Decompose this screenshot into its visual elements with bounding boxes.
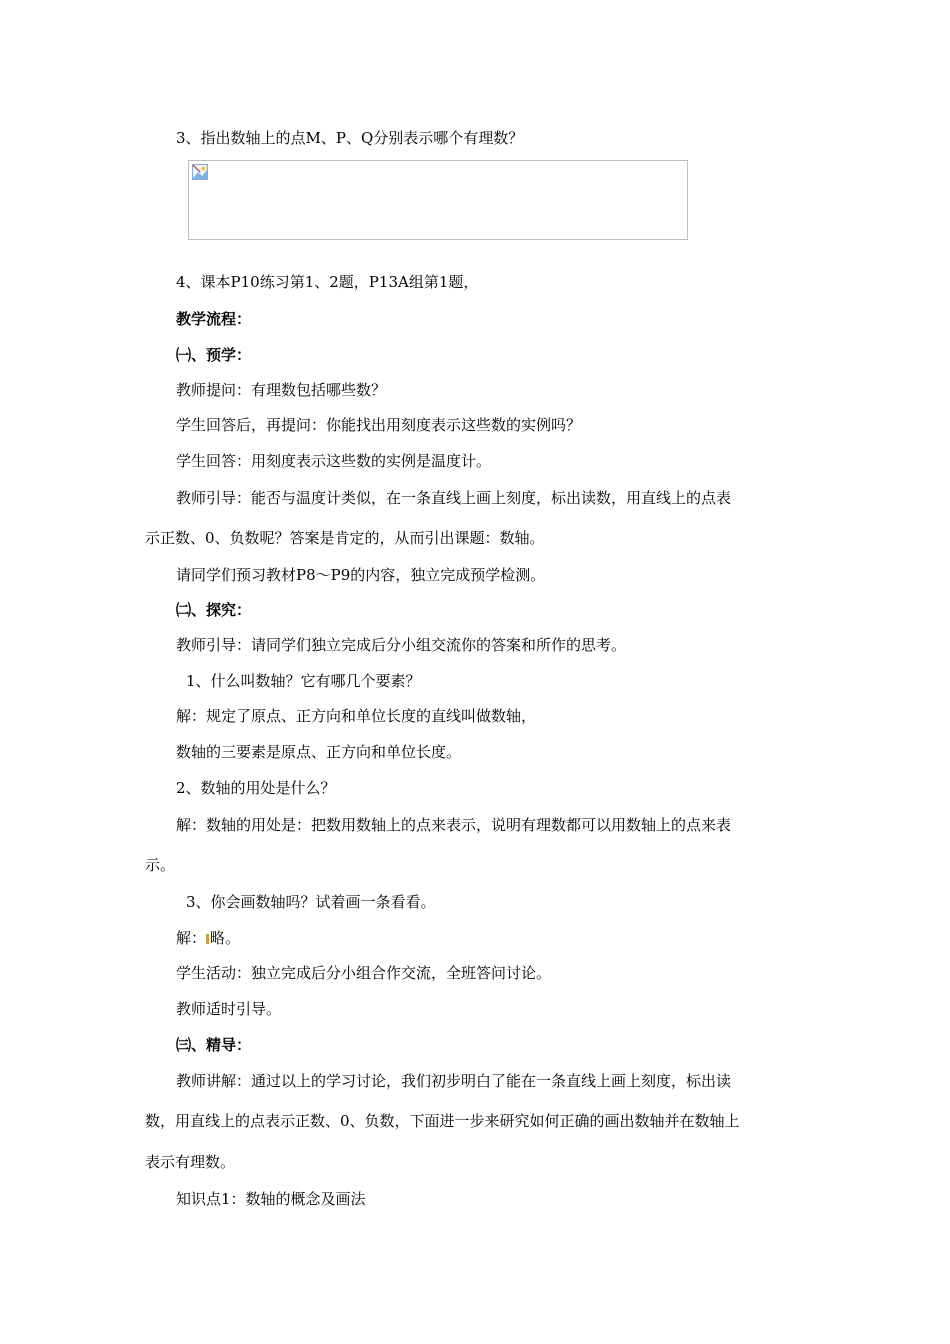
answer: 解：数轴的用处是：把数用数轴上的点来表示，说明有理数都可以用数轴上的点来表 bbox=[176, 816, 732, 834]
paragraph: 教师适时引导。 bbox=[176, 1000, 282, 1018]
broken-image-icon bbox=[192, 164, 208, 180]
paragraph: 示正数、0、负数呢？答案是肯定的，从而引出课题：数轴。 bbox=[145, 529, 545, 547]
question: 3、你会画数轴吗？试着画一条看看。 bbox=[186, 893, 436, 911]
paragraph: 学生回答：用刻度表示这些数的实例是温度计。 bbox=[176, 452, 492, 470]
question: 2、数轴的用处是什么？ bbox=[176, 779, 336, 797]
answer-text: 略。 bbox=[210, 929, 241, 947]
answer-label: 解： bbox=[176, 929, 207, 947]
question: 1、什么叫数轴？它有哪几个要素？ bbox=[186, 672, 421, 690]
paragraph: 表示有理数。 bbox=[145, 1153, 236, 1171]
small-image-mark bbox=[206, 934, 209, 944]
section-heading-preview: ㈠、预学： bbox=[176, 346, 252, 364]
paragraph: 教师引导：请同学们独立完成后分小组交流你的答案和所作的思考。 bbox=[176, 636, 627, 654]
paragraph: 请同学们预习教材P8～P9的内容，独立完成预学检测。 bbox=[176, 566, 546, 584]
paragraph: 数，用直线上的点表示正数、0、负数，下面进一步来研究如何正确的画出数轴并在数轴上 bbox=[145, 1112, 740, 1130]
section-heading-guide: ㈢、精导： bbox=[176, 1036, 252, 1054]
answer: 数轴的三要素是原点、正方向和单位长度。 bbox=[176, 743, 462, 761]
paragraph: 教师提问：有理数包括哪些数？ bbox=[176, 381, 387, 399]
section-heading-teaching-flow: 教学流程： bbox=[176, 310, 252, 328]
answer bbox=[176, 928, 240, 948]
question-3: 3、指出数轴上的点M、P、Q分别表示哪个有理数？ bbox=[176, 129, 524, 147]
paragraph: 学生活动：独立完成后分小组合作交流，全班答问讨论。 bbox=[176, 964, 552, 982]
paragraph: 教师引导：能否与温度计类似，在一条直线上画上刻度，标出读数，用直线上的点表 bbox=[176, 489, 732, 507]
number-line-image-placeholder bbox=[188, 160, 688, 240]
paragraph: 学生回答后，再提问：你能找出用刻度表示这些数的实例吗？ bbox=[176, 416, 582, 434]
section-heading-explore: ㈡、探究： bbox=[176, 601, 252, 619]
paragraph: 教师讲解：通过以上的学习讨论，我们初步明白了能在一条直线上画上刻度，标出读 bbox=[176, 1072, 732, 1090]
knowledge-point-title: 知识点1：数轴的概念及画法 bbox=[176, 1190, 366, 1208]
answer: 示。 bbox=[145, 856, 176, 874]
question-4: 4、课本P10练习第1、2题，P13A组第1题， bbox=[176, 273, 479, 291]
answer: 解：规定了原点、正方向和单位长度的直线叫做数轴， bbox=[176, 707, 537, 725]
